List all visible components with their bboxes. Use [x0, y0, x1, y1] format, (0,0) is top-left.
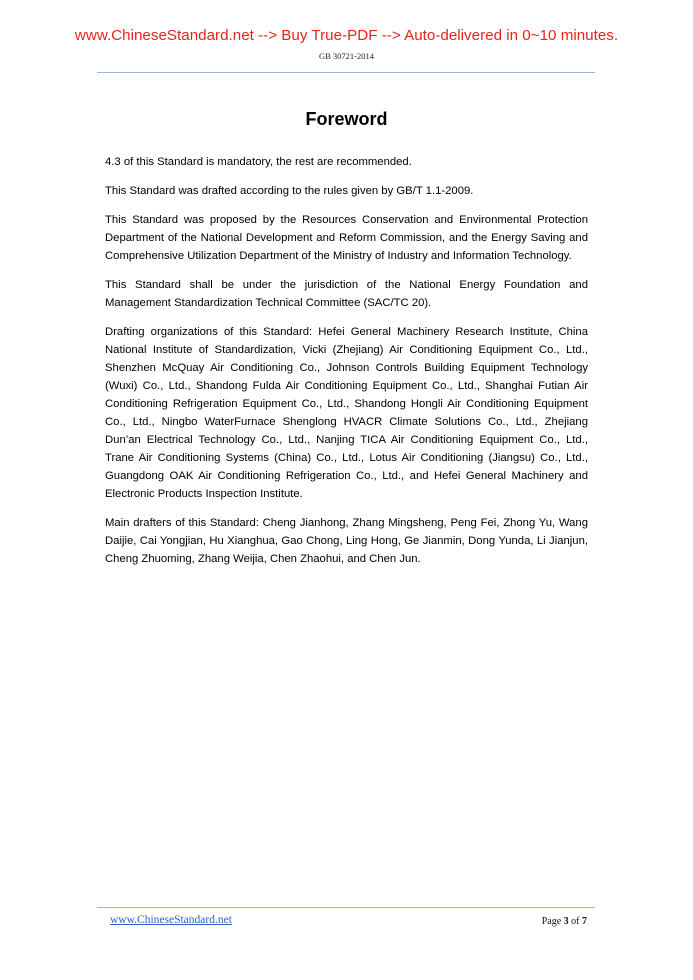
paragraph-mandatory-note: 4.3 of this Standard is mandatory, the rest are recommended.	[105, 156, 412, 168]
promo-banner: www.ChineseStandard.net --> Buy True-PDF --> Auto-delivered in 0~10 minutes.	[74, 27, 619, 44]
paragraph-main-drafters: Main drafters of this Standard: Cheng Jianhong, Zhang Mingsheng, Peng Fei, Zhong Yu, Wang Daijie, Cai Yongjian, Hu Xianghua, Gao Chong, Ling Hong, Ge Jianmin, Dong Yunda, Li Jianjun, Cheng Zhuoming, Zhang Weijia, Chen Zhaohui, and Chen Jun.	[105, 517, 588, 565]
header-divider	[97, 72, 595, 73]
page-of: of	[571, 916, 580, 927]
page-indicator	[542, 916, 587, 927]
page-current: 3	[563, 916, 569, 927]
page-total: 7	[582, 916, 587, 927]
footer-divider	[97, 907, 595, 908]
page-title: Foreword	[305, 109, 388, 129]
paragraph-drafting-rules: This Standard was drafted according to the rules given by GB/T 1.1-2009.	[105, 185, 474, 197]
footer-website-link[interactable]: www.ChineseStandard.net	[110, 914, 232, 926]
standard-number: GB 30721-2014	[318, 51, 374, 61]
paragraph-drafting-organizations: Drafting organizations of this Standard: Hefei General Machinery Research Institute, China National Institute of Standardization, Vicki (Zhejiang) Air Conditioning Equipment Co., Ltd., Shenzhen McQuay Air Conditioning Co., Johnson Controls Building Equipment Technology (Wuxi) Co., Ltd., Shandong Fulda Air Conditioning Equipment Co., Ltd., Shanghai Futian Air Conditioning Refrigeration Equipment Co., Ltd., Shandong Hongli Air Conditioning Equipment Co., Ltd., Ningbo WaterFurnace Shenglong HVACR Climate Solutions Co., Ltd., Zhejiang Dun’an Electrical Technology Co., Ltd., Nanjing TICA Air Conditioning Equipment Co., Ltd., Trane Air Conditioning Systems (China) Co., Ltd., Lotus Air Conditioning (Jiangsu) Co., Ltd., Guangdong OAK Air Conditioning Refrigeration Co., Ltd., and Hefei General Machinery and Electronic Products Inspection Institute.	[105, 326, 588, 500]
paragraph-jurisdiction: This Standard shall be under the jurisdiction of the National Energy Foundation and Management Standardization Technical Committee (SAC/TC 20).	[105, 279, 588, 309]
foreword-body	[105, 153, 588, 579]
paragraph-proposed-by: This Standard was proposed by the Resources Conservation and Environmental Protection Department of the National Development and Reform Commission, and the Energy Saving and Comprehensive Utilization Department of the Ministry of Industry and Information Technology.	[105, 214, 588, 262]
page-prefix: Page	[541, 916, 562, 927]
